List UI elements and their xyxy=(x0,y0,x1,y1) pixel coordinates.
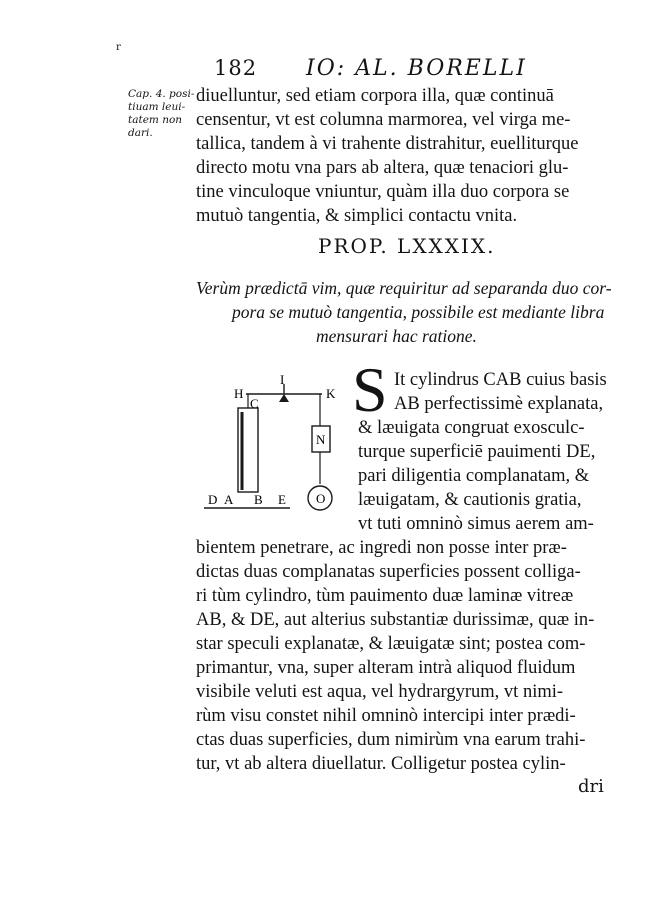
balance-diagram xyxy=(200,372,350,522)
text-line: visibile veluti est aqua, vel hydrargyrum, vt nimi- xyxy=(196,682,564,702)
text-line: tine vinculoque vniuntur, quàm illa duo corpora se xyxy=(196,182,570,202)
drop-capital: S xyxy=(352,354,388,425)
label-A: A xyxy=(224,492,234,507)
text-line: & læuigata congruat exosculc- xyxy=(358,418,585,438)
marginal-note-line: dari. xyxy=(128,127,153,139)
fulcrum xyxy=(279,394,289,402)
marginal-note-line: Cap. 4. posi- xyxy=(128,88,195,100)
text-line: vt tuti omninò simus aerem am- xyxy=(358,514,594,534)
running-title: IO: AL. BORELLI xyxy=(306,56,527,81)
text-line: directo motu vna pars ab altera, quæ tenaciori glu- xyxy=(196,158,569,178)
label-K: K xyxy=(326,386,336,401)
text-line: pari diligentia complanatam, & xyxy=(358,466,590,486)
text-line: star speculi explanatæ, & læuigatæ sint; postea com- xyxy=(196,634,586,654)
label-I: I xyxy=(280,372,285,387)
text-line: It cylindrus CAB cuius basis xyxy=(394,370,607,390)
corner-mark: r xyxy=(116,42,121,53)
catchword: dri xyxy=(578,776,604,797)
text-line: bientem penetrare, ac ingredi non posse inter præ- xyxy=(196,538,567,558)
label-N: N xyxy=(316,432,326,447)
text-line: tur, vt ab altera diuellatur. Colligetur postea cylin- xyxy=(196,754,566,774)
text-line: AB, & DE, aut alterius substantiæ durissimæ, quæ in- xyxy=(196,610,595,630)
text-line: ctas duas superficies, dum nimirùm vna earum trahi- xyxy=(196,730,586,750)
text-line: turque superficiē pauimenti DE, xyxy=(358,442,596,462)
enunciation-line: pora se mutuò tangentia, possibile est mediante libra xyxy=(232,302,605,322)
text-line: censentur, vt est columna marmorea, vel virga me- xyxy=(196,110,571,130)
label-C: C xyxy=(250,396,259,411)
text-line: tallica, tandem à vi trahente distrahitur, euelliturque xyxy=(196,134,579,154)
text-line: læuigatam, & cautionis gratia, xyxy=(358,490,582,510)
enunciation-line: Verùm prædictā vim, quæ requiritur ad separanda duo cor- xyxy=(196,278,612,298)
enunciation-line: mensurari hac ratione. xyxy=(316,326,477,346)
proposition-heading: PROP. LXXXIX. xyxy=(318,234,496,258)
text-line: rùm visu constet nihil omninò intercipi inter prædi- xyxy=(196,706,576,726)
text-line: primantur, vna, super alteram intrà aliquod fluidum xyxy=(196,658,576,678)
text-line: diuelluntur, sed etiam corpora illa, quæ continuā xyxy=(196,86,554,106)
apparatus-figure xyxy=(200,372,350,522)
running-header xyxy=(0,54,655,88)
text-line: mutuò tangentia, & simplici contactu vnita. xyxy=(196,206,518,226)
label-O: O xyxy=(316,491,326,506)
label-E: E xyxy=(278,492,286,507)
label-B: B xyxy=(254,492,263,507)
text-line: ri tùm cylindro, tùm pauimento duæ laminæ vitreæ xyxy=(196,586,574,606)
marginal-note-line: tiuam leui- xyxy=(128,101,186,113)
text-line: AB perfectissimè explanata, xyxy=(394,394,604,414)
marginal-note xyxy=(128,88,194,140)
text-line: dictas duas complanatas superficies possent colliga- xyxy=(196,562,581,582)
marginal-note-line: tatem non xyxy=(128,114,183,126)
label-D: D xyxy=(208,492,218,507)
page-number: 182 xyxy=(214,56,258,80)
label-H: H xyxy=(234,386,244,401)
